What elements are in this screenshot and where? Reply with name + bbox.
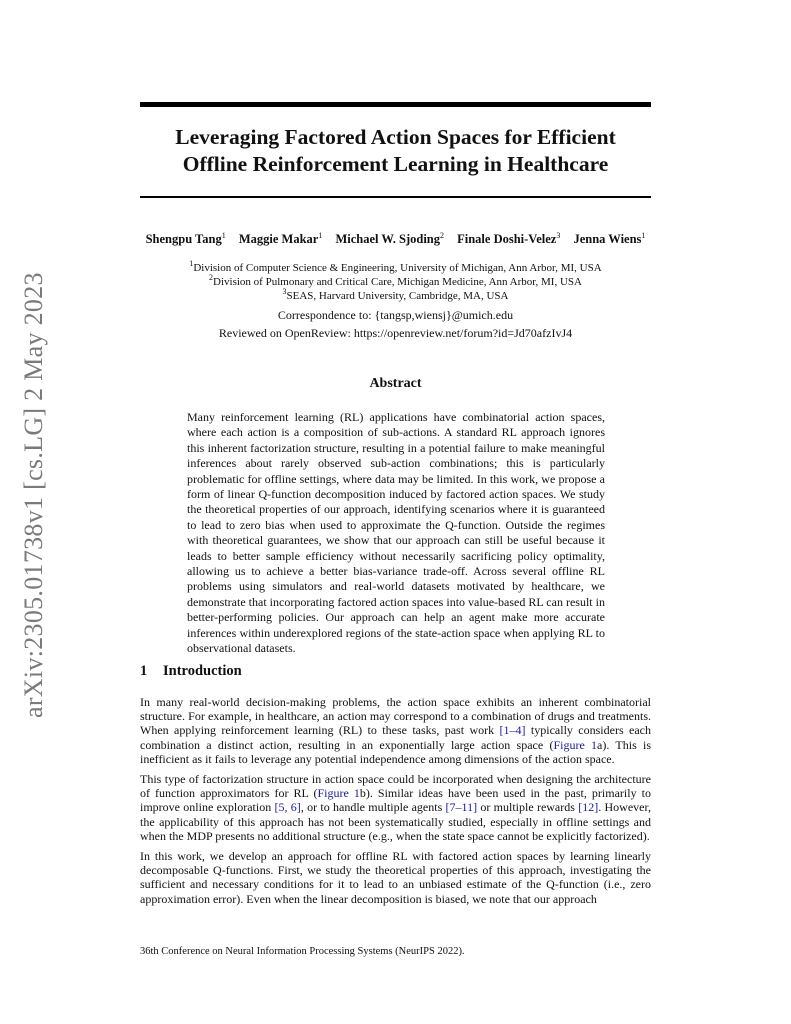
affiliation: $^2$Division of Pulmonary and Critical Care, Michigan Medicine, Ann Arbor, MI, USA — [209, 273, 582, 288]
correspondence-line: Correspondence to: {tangsp,wiensj}@umich.edu — [277, 308, 514, 322]
section-heading-introduction — [140, 663, 242, 680]
introduction-body — [140, 695, 651, 912]
affiliation: $^1$Division of Computer Science & Engineering, University of Michigan, Ann Arbor, MI, USA — [189, 259, 602, 274]
author: Shengpu Tang$^1$ — [145, 231, 226, 246]
abstract-text: Many reinforcement learning (RL) applications have combinatorial action spaces, where each action is a composition of sub-actions. A standard RL approach ignores this inherent factorization structure, resulting in a potential failure to make meaningful inferences about rarely observed sub-action combinations; this is particularly problematic for offline settings, where data may be limited. In this work, we propose a form of linear Q-function decomposition induced by factored action spaces. We study the theoretical properties of our approach, identifying scenarios where it is guaranteed to lead to zero bias when used to approximate the Q-function. Outside the regimes with theoretical guarantees, we show that our approach can still be useful because it leads to better sample efficiency without necessarily sacrificing policy optimality, allowing us to achieve a better bias-variance trade-off. Across several offline RL problems using simulators and real-world datasets motivated by healthcare, we demonstrate that incorporating factored action spaces into value-based RL can result in better-performing policies. Our approach can help an agent make more accurate inferences within underexplored regions of the state-action space when applying RL to observational datasets. — [187, 410, 605, 656]
paper-title-line-2: Offline Reinforcement Learning in Healthcare — [182, 152, 609, 176]
paper-title-line-1: Leveraging Factored Action Spaces for Efficient — [175, 125, 616, 149]
title-bottom-rule — [140, 196, 651, 198]
abstract-heading: Abstract — [369, 376, 422, 391]
figure-reference-link[interactable]: Figure 1 — [317, 786, 360, 801]
paragraph: In many real-world decision-making problems, the action space exhibits an inherent combinatorial structure. For example, in healthcare, an action may correspond to a combination of drugs and treatments. When applying reinforcement learning (RL) to these tasks, past work [1–4] typically considers each combination a distinct action, resulting in an exponentially large action space (Figure 1a). This is inefficient as it fails to leverage any potential independence among dimensions of the action space. — [140, 695, 651, 766]
conference-footnote: 36th Conference on Neural Information Processing Systems (NeurIPS 2022). — [140, 946, 465, 957]
citation-link[interactable]: [12] — [578, 800, 599, 815]
citation-link[interactable]: [7–11] — [445, 800, 478, 815]
author: Finale Doshi-Velez$^3$ — [457, 231, 561, 246]
figure-reference-link[interactable]: Figure 1 — [553, 737, 598, 752]
author-list — [120, 232, 671, 247]
section-title: Introduction — [163, 663, 242, 679]
paragraph: In this work, we develop an approach for offline RL with factored action spaces by learning linearly decomposable Q-functions. First, we study the theoretical properties of this approach, investigating the sufficient and necessary conditions for it to lead to an unbiased estimate of the Q-function (i.e., zero approximation error). Even when the linear decomposition is biased, we note that our approach — [140, 849, 651, 906]
citation-link[interactable]: [1–4] — [499, 723, 526, 738]
arxiv-identifier-stamp: arXiv:2305.01738v1 [cs.LG] 2 May 2023 — [19, 272, 48, 718]
paragraph: This type of factorization structure in action space could be incorporated when designing the architecture of function approximators for RL (Figure 1b). Similar ideas have been used in the past, primarily to improve online exploration [5, 6], or to handle multiple agents [7–11] or multiple rewards [12]. However, the applicability of this approach has not been systematically studied, especially in offline settings and when the MDP presents no additional structure (e.g., when the state space cannot be explicitly factorized). — [140, 772, 652, 843]
author: Maggie Makar$^1$ — [238, 231, 323, 246]
author: Jenna Wiens$^1$ — [573, 231, 646, 246]
citation-link[interactable]: [5, 6] — [274, 800, 301, 815]
section-number: 1 — [140, 663, 148, 679]
affiliations-block — [120, 261, 671, 342]
paper-title — [140, 124, 651, 178]
title-top-rule — [140, 102, 651, 107]
author: Michael W. Sjoding$^2$ — [335, 231, 444, 246]
openreview-line: Reviewed on OpenReview: https://openreview.net/forum?id=Jd70afzIvJ4 — [218, 326, 573, 340]
affiliation: $^3$SEAS, Harvard University, Cambridge, MA, USA — [282, 287, 509, 302]
